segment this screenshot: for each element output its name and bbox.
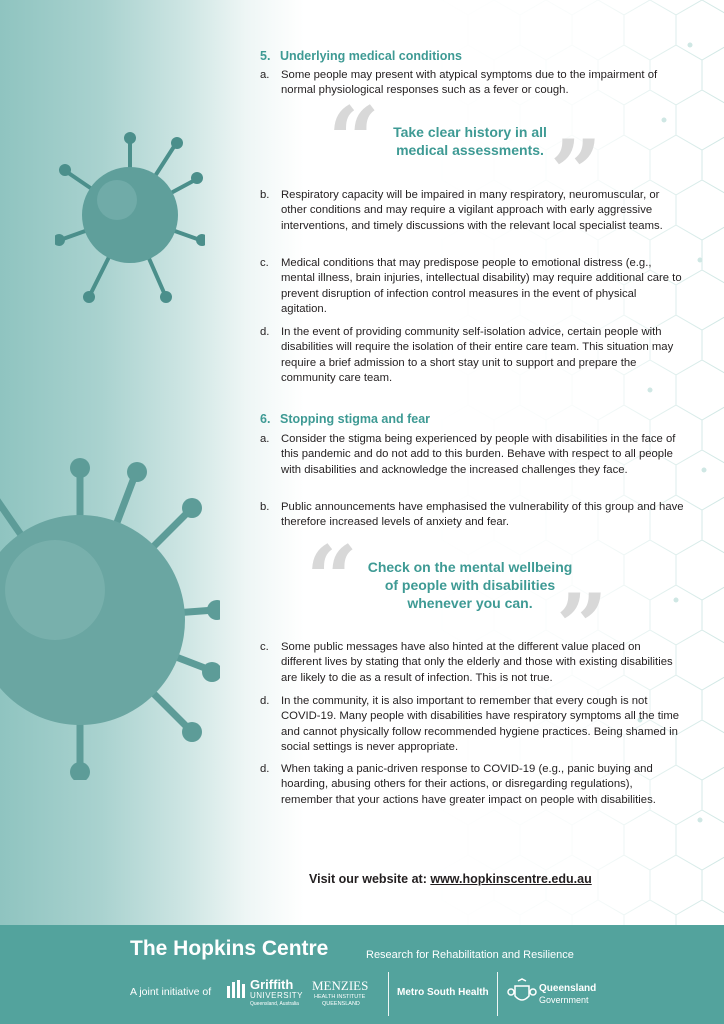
quote-line: of people with disabilities	[384, 577, 556, 593]
item-label: c.	[260, 257, 269, 269]
section-6-heading	[260, 412, 430, 426]
menzies-name: MENZIES	[312, 978, 369, 993]
item-text: Public announcements have emphasised the vulnerability of this group and have therefore increased levels of anxiety and fear.	[281, 501, 684, 529]
open-quote-mark: “	[328, 87, 380, 193]
footer-title: The Hopkins Centre	[130, 937, 329, 960]
item-label: d.	[260, 326, 270, 338]
item-text: In the community, it is also important to remember that every cough is not COVID-19. Many people with disabilities have respiratory symptoms all the time and cannot physically follow recommended hygiene practices. Being shamed in social settings is never appropriate.	[281, 695, 680, 753]
griffith-name: Griffith	[250, 977, 294, 992]
item-text: Some public messages have also hinted at the different value placed on different lives by stating that only the elderly and those with existing disabilities are likely to die as a result of infection. This is not true.	[281, 641, 673, 684]
menzies-sub1: HEALTH INSTITUTE	[314, 994, 366, 1000]
website-label: Visit our website at:	[309, 872, 427, 886]
item-label: a.	[260, 433, 270, 445]
open-quote-mark: “	[306, 526, 358, 632]
section-title: Underlying medical conditions	[280, 49, 462, 63]
list-item	[260, 325, 684, 386]
list-item	[260, 68, 684, 99]
list-item	[260, 188, 684, 234]
menzies-sub2: QUEENSLAND	[322, 1001, 360, 1007]
virus-illustration-large	[0, 450, 220, 780]
section-title: Stopping stigma and fear	[280, 412, 431, 426]
logo-divider	[388, 972, 389, 1016]
queensland-name: Queensland	[539, 983, 597, 994]
list-item	[260, 762, 684, 808]
website-line	[309, 872, 592, 886]
footer-subtitle: Research for Rehabilitation and Resilience	[366, 949, 574, 961]
item-label: a.	[260, 69, 270, 81]
item-label: b.	[260, 501, 270, 513]
item-text: When taking a panic-driven response to COVID-19 (e.g., panic buying and hoarding, abusing others for their actions, or disregarding regulations), remember that your actions have greater impact on people with disabilities.	[281, 763, 656, 806]
item-text: Consider the stigma being experienced by people with disabilities in the face of this pandemic and do not add to this burden. Behave with respect to all people with disabilities and acknowledge the increased challenges they face.	[281, 433, 676, 476]
close-quote-mark: ”	[556, 574, 608, 680]
section-number: 6.	[260, 412, 271, 426]
item-label: c.	[260, 641, 269, 653]
quote-line: whenever you can.	[407, 595, 533, 611]
section-5-heading	[260, 49, 462, 63]
list-item	[260, 640, 684, 686]
pull-quote-2	[345, 558, 595, 612]
footer-joint-initiative: A joint initiative of	[130, 986, 212, 998]
item-text: In the event of providing community self-isolation advice, certain people with disabilities will require the isolation of their entire care team. This situation may require a brief admission to a short stay unit to support and prepare the community care team.	[281, 326, 674, 384]
section-number: 5.	[260, 49, 271, 63]
item-text: Medical conditions that may predispose people to emotional distress (e.g., mental illness, brain injuries, intellectual disability) may require additional care to prevent disruption of infection control measures in the event of physical agitation.	[281, 257, 682, 315]
item-label: d.	[260, 695, 270, 707]
queensland-sub: Government	[539, 995, 589, 1005]
logo-divider	[497, 972, 498, 1016]
item-text: Some people may present with atypical symptoms due to the impairment of normal physiological responses such as a fever or cough.	[281, 69, 658, 97]
quote-line: Take clear history in all	[393, 124, 547, 140]
metro-south-logo: Metro South Health	[397, 987, 489, 998]
list-item	[260, 432, 684, 478]
griffith-small: Queensland, Australia	[250, 1001, 299, 1007]
list-item	[260, 694, 684, 755]
virus-illustration-small	[55, 120, 205, 310]
quote-line: medical assessments.	[396, 142, 544, 158]
footer-banner	[0, 925, 724, 1024]
griffith-logo-icon	[226, 980, 248, 998]
item-label: b.	[260, 189, 270, 201]
griffith-sub: UNIVERSITY	[250, 991, 304, 1000]
website-link[interactable]: www.hopkinscentre.edu.au	[430, 872, 592, 886]
close-quote-mark: ”	[550, 120, 602, 226]
item-text: Respiratory capacity will be impaired in many respiratory, neuromuscular, or other conditions and may require a vigilant approach with early aggressive interventions, and timely discussions with the relevant local specialist teams.	[281, 189, 663, 232]
quote-line: Check on the mental wellbeing	[367, 559, 573, 575]
queensland-crest-icon	[507, 978, 537, 1008]
item-label: d.	[260, 763, 270, 775]
pull-quote-1	[370, 123, 570, 159]
list-item	[260, 256, 684, 317]
